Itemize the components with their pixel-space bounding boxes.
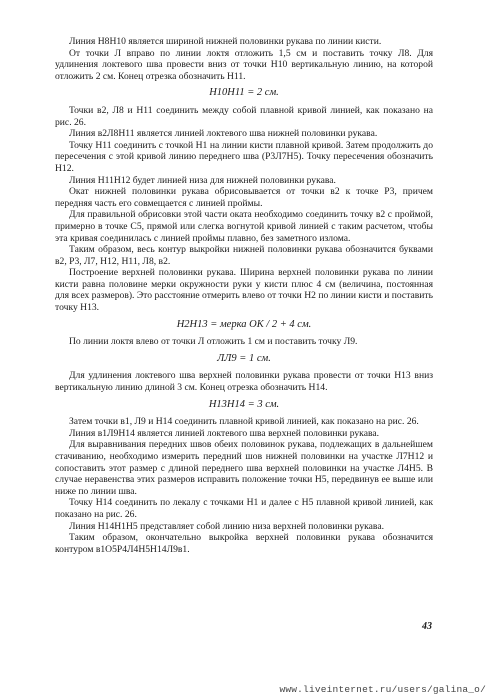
formula: ЛЛ9 = 1 см. bbox=[217, 352, 271, 364]
paragraph: Затем точки в1, Л9 и H14 соединить плавной кривой линией, как показано на рис. 26. bbox=[69, 416, 419, 428]
page-text bbox=[55, 36, 433, 555]
paragraph: Линия в2Л8H11 является линией локтевого шва нижней половинки рукава. bbox=[69, 128, 378, 140]
paragraph: Точки в2, Л8 и H11 соединить между собой плавной кривой линией, как показано на рис. 26. bbox=[55, 104, 433, 128]
paragraph: Для выравнивания передних швов обеих половинок рукава, подлежащих в дальнейшем стачиванию, необходимо измерить передний шов нижней половинки на участке Л7H12 и сопоставить этот размер с длиной переднего шва верхней половинки на участке Л4H5. В случае неравенства этих размеров исправить положение точки H5, передвинув ее выше или ниже по линии шва. bbox=[55, 439, 433, 497]
paragraph: Для удлинения локтевого шва верхней половинки рукава провести от точки H13 вниз вертикальную линию длиной 3 см. Конец отрезка обозначить H14. bbox=[55, 370, 433, 394]
source-url: www.liveinternet.ru/users/galina_o/ bbox=[279, 684, 486, 695]
formula: H10H11 = 2 см. bbox=[209, 87, 279, 99]
paragraph: Таким образом, весь контур выкройки нижней половинки рукава обозначится буквами в2, P3, Л7, H12, H11, Л8, в2. bbox=[55, 244, 433, 267]
page-number: 43 bbox=[422, 621, 432, 632]
paragraph: Для правильной обрисовки этой части оката необходимо соединить точку в2 с проймой, примерно в точке С5, прямой или слегка вогнутой кривой линией с таким расчетом, чтобы эта кривая соединилась с линией проймы плавно, без заметного излома. bbox=[55, 209, 433, 244]
paragraph: Линия H14H1H5 представляет собой линию низа верхней половинки рукава. bbox=[69, 520, 384, 532]
paragraph: Линия в1Л9H14 является линией локтевого шва верхней половинки рукава. bbox=[69, 427, 380, 439]
paragraph: Линия H8H10 является шириной нижней половинки рукава по линии кисти. bbox=[69, 36, 382, 47]
paragraph: Построение верхней половинки рукава. Ширина верхней половинки рукава по линии кисти равна половине мерки окружности руки у кисти плюс 4 см (величина, постоянная для всех размеров). Это расстояние отмерить влево от точки H2 по линии кисти и поставить точку H13. bbox=[55, 267, 433, 314]
formula: H2H13 = мерка ОК / 2 + 4 см. bbox=[176, 318, 312, 330]
paragraph: Окат нижней половинки рукава обрисовывается от точки в2 к точке P3, причем передняя часть его совмещается с линией проймы. bbox=[55, 186, 433, 209]
formula: H13H14 = 3 см. bbox=[208, 398, 280, 410]
paragraph: Точку H14 соединить по лекалу с точками H1 и далее с H5 плавной кривой линией, как показано на рис. 26. bbox=[55, 497, 433, 520]
paragraph: По линии локтя влево от точки Л отложить 1 см и поставить точку Л9. bbox=[69, 336, 358, 348]
paragraph: Линия H11H12 будет линией низа для нижней половинки рукава. bbox=[69, 174, 336, 186]
paragraph: Точку H11 соединить с точкой H1 на линии кисти плавной кривой. Затем продолжить до пересечения с этой кривой линию переднего шва (P3Л7H5). Точку пересечения обозначить H12. bbox=[55, 139, 433, 174]
paragraph: Таким образом, окончательно выкройка верхней половинки рукава обозначится контуром в1О5P4Л4H5H14Л9в1. bbox=[55, 532, 433, 555]
paragraph: От точки Л вправо по линии локтя отложить 1,5 см и поставить точку Л8. Для удлинения локтевого шва провести вниз от точки H10 вертикальную линию, на которой отложить 2 см. Конец отрезка обозначить H11. bbox=[55, 47, 433, 82]
